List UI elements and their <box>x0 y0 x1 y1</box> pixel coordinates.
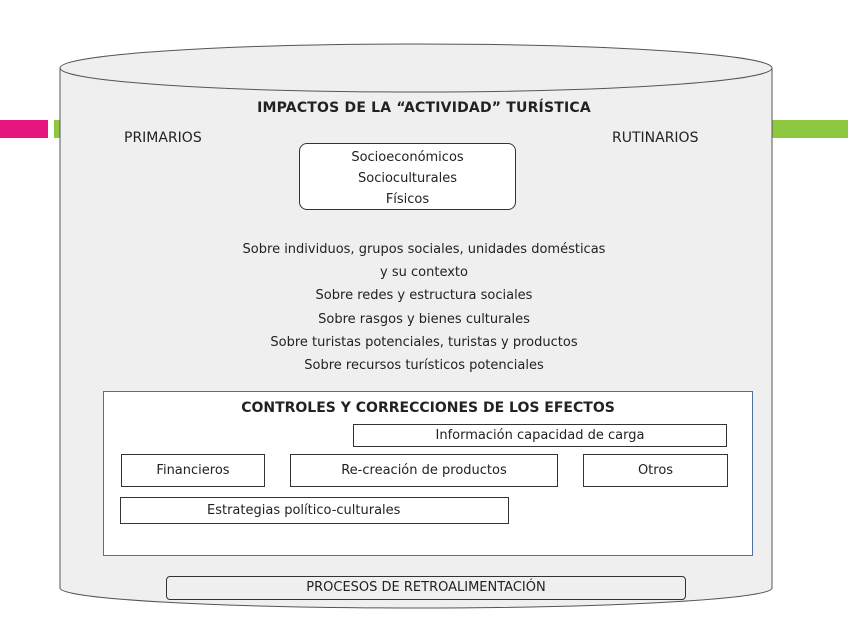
impact-type-item: Físicos <box>385 192 430 207</box>
primarios-label: PRIMARIOS <box>124 130 202 146</box>
others-box: Otros <box>583 454 728 487</box>
impact-types-box <box>299 143 516 210</box>
controls-title: CONTROLES Y CORRECCIONES DE LOS EFECTOS <box>241 400 615 416</box>
cylinder-top <box>60 44 772 92</box>
effect-item: Sobre turistas potenciales, turistas y productos <box>270 334 578 350</box>
rutinarios-label: RUTINARIOS <box>612 130 699 146</box>
effects-list <box>0 238 848 377</box>
strategies-box: Estrategias político-culturales <box>120 497 509 524</box>
effect-item: Sobre recursos turísticos potenciales <box>304 358 544 374</box>
feedback-processes-box: PROCESOS DE RETROALIMENTACIÓN <box>166 576 686 600</box>
controls-panel <box>103 391 753 556</box>
financial-box: Financieros <box>121 454 265 487</box>
capacity-box: Información capacidad de carga <box>353 424 727 447</box>
effect-item: Sobre rasgos y bienes culturales <box>318 311 530 327</box>
diagram-title: IMPACTOS DE LA “ACTIVIDAD” TURÍSTICA <box>257 100 591 116</box>
effect-item: Sobre redes y estructura sociales <box>315 288 533 304</box>
effect-item: y su contexto <box>380 265 468 281</box>
impact-type-item: Socioculturales <box>358 171 457 186</box>
recreation-box: Re-creación de productos <box>290 454 558 487</box>
impact-type-item: Socioeconómicos <box>351 150 464 165</box>
effect-item: Sobre individuos, grupos sociales, unidades domésticas <box>242 242 606 257</box>
